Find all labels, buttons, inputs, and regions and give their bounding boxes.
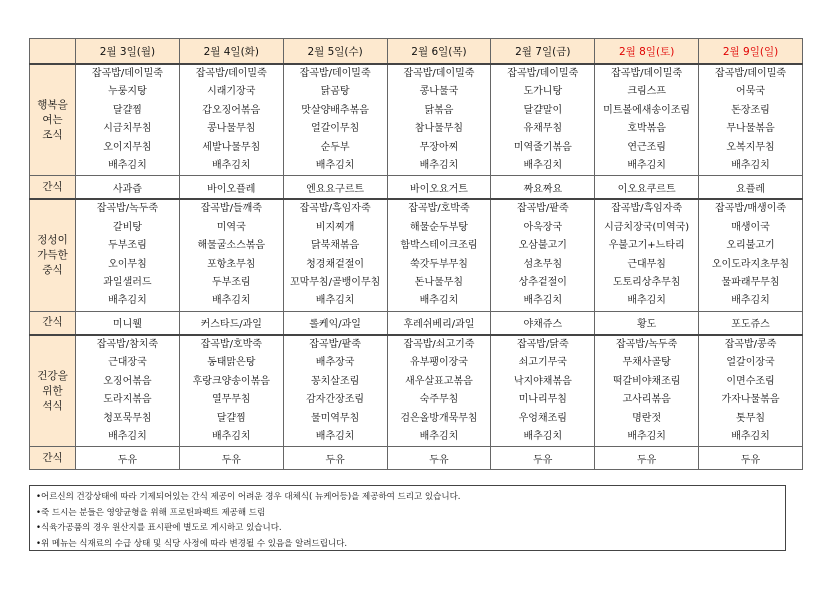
menu-item: 잡곡밥/매생이죽 xyxy=(715,203,787,215)
menu-item: 얼갈이무침 xyxy=(310,123,360,135)
breakfast-wed xyxy=(283,64,387,176)
breakfast-thu xyxy=(387,64,491,176)
menu-item: 배추김치 xyxy=(108,430,147,442)
menu-item: 근대무침 xyxy=(627,258,666,270)
menu-item: 참나물무침 xyxy=(414,123,464,135)
menu-item: 배추김치 xyxy=(523,160,563,172)
label-line: 건강을 xyxy=(37,369,68,382)
snack-label-3: 간식 xyxy=(30,447,76,470)
snack2-mon: 미니웰 xyxy=(76,311,180,335)
menu-item: 갑오징어볶음 xyxy=(202,104,261,116)
date-mon: 2월 3일(월) xyxy=(76,39,180,65)
note-line: •위 메뉴는 식재료의 수급 상태 및 식당 사정에 따라 변경될 수 있음을 알려드립니다. xyxy=(36,538,348,549)
lunch-sun xyxy=(699,199,803,311)
label-line: 위한 xyxy=(42,384,63,397)
label-line: 가득한 xyxy=(37,249,68,262)
menu-item: 배추김치 xyxy=(627,430,666,442)
menu-item: 오삼불고기 xyxy=(518,240,567,252)
lunch-wed xyxy=(283,199,387,311)
menu-item: 배추김치 xyxy=(108,160,147,172)
menu-item: 오복지무침 xyxy=(726,141,775,153)
menu-item: 배추김치 xyxy=(627,160,666,172)
menu-item: 두부조림 xyxy=(108,240,147,252)
menu-item: 후랑크양송이볶음 xyxy=(192,375,270,387)
breakfast-row xyxy=(30,64,803,176)
breakfast-label xyxy=(30,64,76,176)
menu-item: 함박스테이크조림 xyxy=(400,240,478,252)
breakfast-fri xyxy=(491,64,595,176)
menu-item: 배추김치 xyxy=(731,295,770,307)
menu-item: 배추김치 xyxy=(315,295,355,307)
menu-item: 톳무침 xyxy=(736,412,766,424)
menu-item: 세발나물무침 xyxy=(202,141,261,153)
menu-item: 낙지야채볶음 xyxy=(513,375,572,387)
menu-item: 아욱장국 xyxy=(523,221,563,233)
note-line: •죽 드시는 분들은 영양균형을 위해 프로틴파팩트 제공해 드림 xyxy=(36,507,266,518)
snack3-thu: 두유 xyxy=(387,447,491,470)
snack3-tue: 두유 xyxy=(179,447,283,470)
menu-item: 배추김치 xyxy=(211,160,251,172)
menu-item: 포항초무침 xyxy=(207,258,256,270)
menu-item: 꽁치살조림 xyxy=(310,375,360,387)
menu-item: 잡곡밥/쇠고기죽 xyxy=(403,338,475,350)
menu-item: 배추김치 xyxy=(419,295,459,307)
date-fri: 2월 7일(금) xyxy=(491,39,595,65)
menu-item: 잡곡밥/팥죽 xyxy=(516,203,569,215)
menu-item: 달걀말이 xyxy=(523,104,563,116)
snack-label-1: 간식 xyxy=(30,176,76,200)
menu-item: 무나물볶음 xyxy=(726,123,775,135)
menu-item: 시금치장국(미역국) xyxy=(604,221,690,233)
snack-row-3 xyxy=(30,447,803,470)
snack2-thu: 후레쉬베리/과일 xyxy=(387,311,491,335)
menu-item: 오이지무침 xyxy=(103,141,152,153)
menu-item: 과일샐러드 xyxy=(103,277,152,289)
note-line: •식육가공품의 경우 원산지를 표시판에 별도로 게시하고 있습니다. xyxy=(36,523,282,533)
breakfast-mon xyxy=(76,64,180,176)
menu-item: 미나리무침 xyxy=(518,394,567,406)
menu-item: 잡곡밥/흑임자죽 xyxy=(299,203,371,215)
lunch-label xyxy=(30,199,76,311)
menu-item: 닭곰탕 xyxy=(320,86,350,98)
menu-item: 우엉채조림 xyxy=(518,412,567,424)
dinner-tue xyxy=(179,335,283,447)
date-tue: 2월 4일(화) xyxy=(179,39,283,65)
menu-item: 맛살양배추볶음 xyxy=(301,104,369,116)
menu-item: 닭볶음 xyxy=(424,104,454,116)
menu-item: 두부조림 xyxy=(211,277,251,289)
menu-item: 콩나물국 xyxy=(419,86,459,98)
dinner-label xyxy=(30,335,76,447)
menu-item: 도가니탕 xyxy=(523,86,563,98)
snack3-wed: 두유 xyxy=(283,447,387,470)
dinner-sat xyxy=(595,335,699,447)
lunch-thu xyxy=(387,199,491,311)
menu-item: 명란젓 xyxy=(632,412,662,424)
lunch-row xyxy=(30,199,803,311)
menu-item: 오리불고기 xyxy=(726,240,775,252)
menu-item: 섬초무침 xyxy=(523,258,563,270)
menu-item: 크림스프 xyxy=(627,86,666,98)
snack3-sun: 두유 xyxy=(699,447,803,470)
menu-item: 물미역무침 xyxy=(310,412,360,424)
menu-item: 배추김치 xyxy=(315,430,355,442)
menu-item: 고사리볶음 xyxy=(622,394,671,406)
menu-item: 배추김치 xyxy=(211,295,251,307)
label-line: 정성이 xyxy=(37,234,68,247)
menu-item: 잡곡밥/호박죽 xyxy=(200,338,262,350)
menu-item: 비지찌개 xyxy=(315,221,355,233)
menu-item: 근대장국 xyxy=(108,357,147,369)
menu-item: 잡곡밥/데이밀죽 xyxy=(715,68,787,79)
date-sat: 2월 8일(토) xyxy=(595,39,699,65)
menu-item: 청포묵무침 xyxy=(103,412,152,424)
menu-item: 잡곡밥/팥죽 xyxy=(309,338,361,350)
snack2-sat: 황도 xyxy=(595,311,699,335)
snack2-wed: 롤케익/과일 xyxy=(283,311,387,335)
menu-item: 달걀찜 xyxy=(112,104,142,116)
snack2-fri: 야채쥬스 xyxy=(491,311,595,335)
dinner-row xyxy=(30,335,803,447)
menu-item: 미트볼에새송이조림 xyxy=(603,104,691,116)
menu-item: 잡곡밥/데이밀죽 xyxy=(299,68,371,79)
menu-item: 도라지볶음 xyxy=(103,394,152,406)
menu-item: 가자나물볶음 xyxy=(721,394,780,406)
label-line: 중식 xyxy=(42,264,63,277)
lunch-mon xyxy=(76,199,180,311)
menu-item: 누룽지탕 xyxy=(108,86,147,98)
label-line: 석식 xyxy=(42,399,63,412)
snack1-wed: 엔요요구르트 xyxy=(283,176,387,200)
snack1-sat: 이오요쿠르트 xyxy=(595,176,699,200)
menu-item: 매생이국 xyxy=(731,221,770,233)
menu-item: 배추장국 xyxy=(315,357,355,369)
menu-item: 잡곡밥/닭죽 xyxy=(516,338,569,350)
dinner-wed xyxy=(283,335,387,447)
menu-item: 순두부 xyxy=(320,141,350,153)
menu-item: 미역줄기볶음 xyxy=(513,141,572,153)
snack-label-2: 간식 xyxy=(30,311,76,335)
breakfast-tue xyxy=(179,64,283,176)
label-line: 행복을 xyxy=(37,98,68,111)
dinner-fri xyxy=(491,335,595,447)
snack3-mon: 두유 xyxy=(76,447,180,470)
menu-item: 유부팽이장국 xyxy=(409,357,468,369)
date-header-row xyxy=(30,39,803,65)
menu-item: 배추김치 xyxy=(108,295,147,307)
label-line: 여는 xyxy=(42,113,63,126)
menu-item: 시금치무침 xyxy=(103,123,152,135)
corner-cell xyxy=(30,39,76,65)
snack1-sun: 요플레 xyxy=(699,176,803,200)
menu-item: 배추김치 xyxy=(731,160,770,172)
date-sun: 2월 9일(일) xyxy=(699,39,803,65)
snack1-fri: 짜요짜요 xyxy=(491,176,595,200)
menu-item: 잡곡밥/데이밀죽 xyxy=(403,68,475,79)
menu-item: 새우살표고볶음 xyxy=(405,375,473,387)
menu-item: 물파래무무침 xyxy=(721,277,780,289)
menu-item: 도토리상추무침 xyxy=(612,277,681,289)
menu-item: 오이무침 xyxy=(108,258,147,270)
snack3-fri: 두유 xyxy=(491,447,595,470)
menu-item: 콩나물무침 xyxy=(207,123,256,135)
menu-item: 우불고기+느타리 xyxy=(608,240,685,252)
menu-item: 쑥갓두부무침 xyxy=(409,258,468,270)
menu-item: 동태맑은탕 xyxy=(207,357,256,369)
menu-item: 호박볶음 xyxy=(627,123,666,135)
menu-item: 배추김치 xyxy=(731,430,770,442)
menu-item: 잡곡밥/참치죽 xyxy=(96,338,159,350)
menu-item: 숙주무침 xyxy=(419,394,459,406)
lunch-tue xyxy=(179,199,283,311)
breakfast-sat xyxy=(595,64,699,176)
snack1-tue: 바이오플레 xyxy=(179,176,283,200)
menu-item: 오이도라지초무침 xyxy=(711,258,790,270)
menu-item: 잡곡밥/흑임자죽 xyxy=(611,203,683,215)
menu-item: 닭북채볶음 xyxy=(310,240,360,252)
menu-item: 배추김치 xyxy=(419,160,459,172)
snack2-sun: 포도쥬스 xyxy=(699,311,803,335)
menu-item: 쇠고기무국 xyxy=(518,357,567,369)
label-line: 조식 xyxy=(42,128,63,141)
lunch-fri xyxy=(491,199,595,311)
date-thu: 2월 6일(목) xyxy=(387,39,491,65)
menu-item: 잡곡밥/데이밀죽 xyxy=(507,68,579,79)
breakfast-sun xyxy=(699,64,803,176)
menu-item: 오징어볶음 xyxy=(103,375,152,387)
menu-item: 연근조림 xyxy=(627,141,666,153)
menu-item: 배추김치 xyxy=(523,295,563,307)
menu-item: 잡곡밥/데이밀죽 xyxy=(611,68,683,79)
menu-item: 달걀찜 xyxy=(216,412,246,424)
menu-item: 돈나물무침 xyxy=(414,277,464,289)
snack2-tue: 커스타드/과일 xyxy=(179,311,283,335)
menu-item: 이면수조림 xyxy=(726,375,775,387)
menu-item: 잡곡밥/데이밀죽 xyxy=(195,68,267,79)
meal-menu-table xyxy=(29,38,803,470)
menu-item: 잡곡밥/호박죽 xyxy=(408,203,470,215)
menu-item: 어묵국 xyxy=(736,86,766,98)
menu-item: 해물굴소스볶음 xyxy=(197,240,266,252)
menu-item: 잡곡밥/데이밀죽 xyxy=(91,68,163,79)
menu-item: 청경채겉절이 xyxy=(306,258,365,270)
menu-item: 배추김치 xyxy=(627,295,666,307)
menu-item: 배추김치 xyxy=(419,430,459,442)
menu-item: 잡곡밥/녹두죽 xyxy=(615,338,678,350)
snack-row-2 xyxy=(30,311,803,335)
menu-item: 미역국 xyxy=(216,221,246,233)
menu-item: 배추김치 xyxy=(523,430,563,442)
menu-item: 잡곡밥/녹두죽 xyxy=(96,203,159,215)
menu-item: 꼬막무침/골뱅이무침 xyxy=(289,277,381,289)
menu-item: 떡갈비야채조림 xyxy=(612,375,681,387)
lunch-sat xyxy=(595,199,699,311)
date-wed: 2월 5일(수) xyxy=(283,39,387,65)
menu-item: 갈비탕 xyxy=(112,221,142,233)
dinner-mon xyxy=(76,335,180,447)
menu-item: 잡곡밥/콩죽 xyxy=(724,338,777,350)
snack-row-1 xyxy=(30,176,803,200)
notes-box xyxy=(29,485,786,551)
menu-item: 돈장조림 xyxy=(731,104,770,116)
menu-item: 해물순두부탕 xyxy=(409,221,468,233)
dinner-sun xyxy=(699,335,803,447)
menu-item: 배추김치 xyxy=(211,430,251,442)
menu-item: 시래기장국 xyxy=(207,86,256,98)
menu-item: 유채무침 xyxy=(523,123,563,135)
menu-item: 무채사골탕 xyxy=(622,357,671,369)
menu-item: 열무무침 xyxy=(211,394,251,406)
menu-item: 배추김치 xyxy=(315,160,355,172)
snack1-thu: 바이오요거트 xyxy=(387,176,491,200)
menu-item: 감자간장조림 xyxy=(306,394,365,406)
snack1-mon: 사과즙 xyxy=(76,176,180,200)
menu-item: 무장아찌 xyxy=(419,141,459,153)
menu-item: 검은올방개묵무침 xyxy=(400,412,478,424)
note-line: •어르신의 건강상태에 따라 기제되어있는 간식 제공이 어려운 경우 대체식( 뉴케어등)을 제공하여 드리고 있습니다. xyxy=(36,492,461,502)
dinner-thu xyxy=(387,335,491,447)
menu-item: 잡곡밥/들깨죽 xyxy=(200,203,262,215)
snack3-sat: 두유 xyxy=(595,447,699,470)
menu-item: 상추겉절이 xyxy=(518,277,567,289)
menu-item: 얼갈이장국 xyxy=(726,357,775,369)
